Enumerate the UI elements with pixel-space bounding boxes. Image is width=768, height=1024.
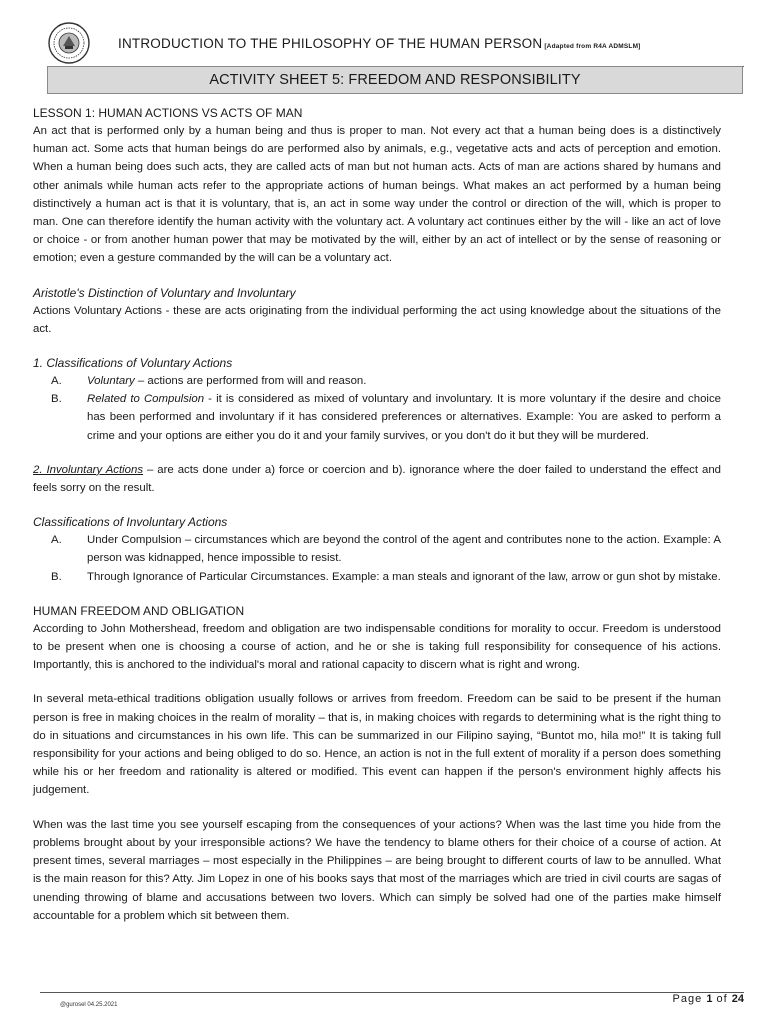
page-number: Page 1 of 24	[672, 993, 744, 1005]
list-text: Voluntary – actions are performed from will and reason.	[87, 375, 367, 388]
school-seal-icon	[48, 22, 90, 64]
voluntary-list	[33, 372, 721, 445]
footer-rule	[40, 992, 744, 993]
header-adapted-note: [Adapted from R4A ADMSLM]	[544, 43, 641, 50]
lesson-heading: LESSON 1: HUMAN ACTIONS VS ACTS OF MAN	[33, 106, 303, 120]
involuntary-class-heading: Classifications of Involuntary Actions	[33, 515, 228, 530]
voluntary-heading: 1. Classifications of Voluntary Actions	[33, 356, 233, 371]
involuntary-paragraph: 2. Involuntary Actions – are acts done under a) force or coercion and b). ignorance where the doer failed to understand the effect and feels sorry on the result.	[33, 463, 721, 495]
lesson-paragraph: An act that is performed only by a human being and thus is proper to man. Not every act that a human being does is a distinctively human act. Some acts that human beings do are performed also by animals, e.g., vegetative acts and acts of perception and emotion. When a human being does such acts, they are called acts of man but not human acts. Acts of man are actions shared by humans and other animals while human acts refer to the appropriate actions of human beings. What makes an act performed by a human being distinctively a human act is that it is voluntary, that is, an act in some way under the control or direction of the will, which is proper to man. One can therefore identify the human activity with the voluntary act. A voluntary act continues either by the will - like an act of love or choice - or from another human power that may be motivated by the will, either by an act of intellect or by the sense of reasoning or emotion; even a gesture commanded by the will can be a voluntary act.	[33, 125, 721, 265]
list-text: Through Ignorance of Particular Circumstances. Example: a man steals and ignorant of the law, arrow or gun shot by mistake.	[87, 570, 721, 583]
freedom-heading: HUMAN FREEDOM AND OBLIGATION	[33, 603, 245, 618]
list-marker: A.	[51, 375, 62, 388]
aristotle-paragraph: Actions Voluntary Actions - these are acts originating from the individual performing the act using knowledge about the situations of the act.	[33, 304, 721, 335]
list-marker: B.	[51, 393, 62, 406]
aristotle-heading: Aristotle's Distinction of Voluntary and Involuntary	[33, 285, 296, 300]
page-header	[22, 22, 746, 66]
freedom-paragraph-2: In several meta-ethical traditions obligation usually follows or arrives from freedom. Freedom can be said to be present if the human person is free in making choices in the realm of morality – that is, in making choices with regards to determining what is the right thing to do in situations and circumstances in his own life. This can be summarized in our Filipino saying, “Buntot mo, hila mo!” It is taking full responsibility for your actions and being obliged to do so. Hence, an action is not in the full extent of morality if a person does something while his or her freedom and rationality is altered or modified. This event can happen if the person's environment highly affects his judgement.	[33, 693, 721, 797]
activity-sheet-banner: ACTIVITY SHEET 5: FREEDOM AND RESPONSIBILITY	[47, 66, 743, 94]
freedom-paragraph-3: When was the last time you see yourself escaping from the consequences of your actions? When was the last time you hide from the problems brought about by your irresponsible actions? We have the tendency to blame others for their choice of a course of action. At present times, several marriages – most especially in the Philippines – are being brought to different courts of law to be annulled. What is the main reason for this? Atty. Jim Lopez in one of his books says that most of the marriages which are tried in civil courts are sagas of unending throwing of blame and accusations between two lovers. Which can simply be solved had one of the parties make himself accountable for a problem which sit between them.	[33, 818, 721, 922]
list-item	[33, 568, 721, 586]
list-text: Related to Compulsion - it is considered as mixed of voluntary and involuntary. It is more voluntary if the desire and choice has been performed and involuntary if it has considered preferences or alternatives. Example: You are asked to perform a crime and your options are either you do it and your family survives, or you don't do it but they will be murdered.	[87, 393, 721, 442]
freedom-paragraph-1: According to John Mothershead, freedom and obligation are two indispensable conditions for morality to occur. Freedom is understood to be present when one is choosing a course of action, and he or she is taking full responsibility for consequence of his actions. Importantly, this is anchored to the individual's moral and rational capacity to discern what is right and wrong.	[33, 622, 721, 672]
header-title: INTRODUCTION TO THE PHILOSOPHY OF THE HUMAN PERSON [Adapted from R4A ADMSLM]	[118, 36, 641, 51]
footer-credit: @gurosel 04.25.2021	[60, 1002, 118, 1008]
document-body	[33, 104, 721, 925]
list-marker: A.	[51, 534, 62, 547]
list-item	[33, 372, 721, 390]
list-text: Under Compulsion – circumstances which are beyond the control of the agent and contributes none to the action. Example: A person was kidnapped, hence impossible to resist.	[87, 534, 721, 565]
involuntary-term: 2. Involuntary Actions	[33, 463, 144, 476]
list-item	[33, 390, 721, 445]
involuntary-list	[33, 531, 721, 586]
list-item	[33, 531, 721, 567]
list-marker: B.	[51, 570, 62, 583]
